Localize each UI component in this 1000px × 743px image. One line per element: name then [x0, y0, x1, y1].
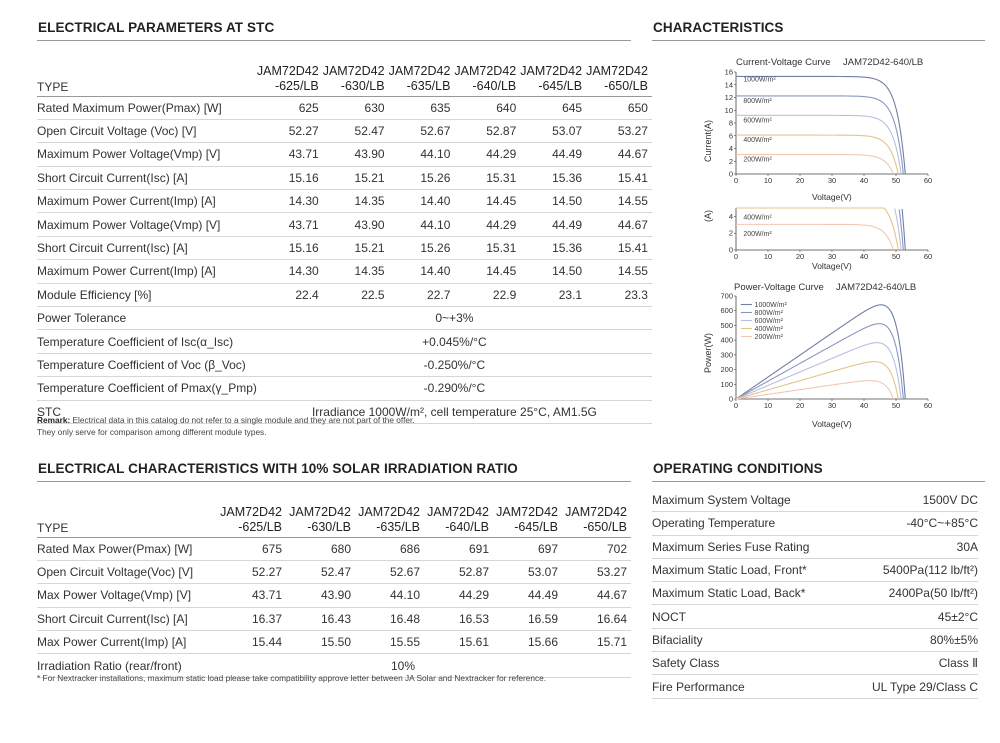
x-tick-label: 20 — [795, 176, 805, 185]
row-value: 15.31 — [454, 166, 520, 189]
model-suffix: -625/LB — [238, 519, 282, 534]
y-tick-label: 6 — [728, 131, 733, 141]
pv-legend-label: 200W/m² — [754, 334, 783, 341]
row-value: 44.10 — [389, 143, 455, 166]
pv-legend-label: 1000W/m² — [754, 302, 787, 309]
model-name: JAM72D42 — [586, 63, 648, 78]
pv-legend-label: 600W/m² — [754, 318, 783, 325]
row-value: 15.55 — [355, 631, 424, 654]
row-value: 14.35 — [323, 190, 389, 213]
operating-section-title: OPERATING CONDITIONS — [653, 461, 823, 476]
model-suffix: -650/LB — [583, 519, 627, 534]
x-tick-label: 40 — [859, 252, 869, 261]
condition-value: 1500V DC — [847, 489, 978, 512]
row-value: 44.49 — [493, 584, 562, 607]
x-tick-label: 10 — [763, 401, 773, 410]
x-tick-label: 50 — [891, 176, 901, 185]
condition-label: Safety Class — [652, 652, 847, 675]
pv-y-axis-label: Power(W) — [703, 333, 713, 373]
row-value: 15.26 — [389, 166, 455, 189]
x-tick-label: 30 — [827, 252, 837, 261]
y-tick-label: 8 — [728, 118, 733, 128]
iv2-y-axis-label: (A) — [703, 210, 713, 222]
model-name: JAM72D42 — [427, 504, 489, 519]
x-tick-label: 40 — [859, 401, 869, 410]
stc-remark-line2: They only serve for comparison among different module types. — [37, 426, 267, 437]
row-value: 44.29 — [454, 143, 520, 166]
row-value: 645 — [520, 96, 586, 119]
table-row — [37, 584, 631, 607]
row-value: 44.29 — [454, 213, 520, 236]
row-label: Short Circuit Current(Isc) [A] — [37, 166, 257, 189]
row-value: 15.21 — [323, 166, 389, 189]
condition-value: 2400Pa(50 lb/ft²) — [847, 582, 978, 605]
stc-title-rule — [37, 40, 631, 41]
pv-curve-chart — [700, 279, 940, 432]
row-value: 22.5 — [323, 283, 389, 306]
stc-remark-label: Remark: — [37, 415, 71, 425]
iv-series-label: 400W/m² — [743, 137, 772, 145]
iv-curve-low-irradiance-chart — [700, 204, 940, 274]
operating-title-rule — [652, 481, 985, 482]
row-value: 15.21 — [323, 236, 389, 259]
row-value: 16.64 — [562, 607, 631, 630]
row-value: 44.10 — [355, 584, 424, 607]
x-tick-label: 0 — [733, 176, 739, 185]
table-row — [37, 213, 652, 236]
x-tick-label: 60 — [923, 401, 933, 410]
characteristics-section-title: CHARACTERISTICS — [653, 20, 784, 35]
model-suffix: -645/LB — [514, 519, 558, 534]
condition-label: Bifaciality — [652, 628, 847, 651]
table-row — [652, 628, 978, 651]
row-value: 15.71 — [562, 631, 631, 654]
table-row — [37, 166, 652, 189]
row-value: 22.7 — [389, 283, 455, 306]
stc-model-header — [257, 56, 323, 96]
model-name: JAM72D42 — [289, 504, 351, 519]
row-value: 14.55 — [586, 190, 652, 213]
row-value: 14.50 — [520, 260, 586, 283]
row-label: Irradiation Ratio (rear/front) — [37, 654, 217, 677]
table-row — [37, 607, 631, 630]
row-value: 686 — [355, 537, 424, 560]
pv-chart-model: JAM72D42-640/LB — [836, 282, 917, 293]
iv-curve-chart — [700, 52, 940, 206]
iv-series-label: 600W/m² — [743, 117, 772, 125]
row-value: 23.1 — [520, 283, 586, 306]
y-tick-label: 700 — [720, 291, 733, 301]
model-name: JAM72D42 — [388, 63, 451, 78]
table-row — [37, 631, 631, 654]
table-row — [37, 119, 652, 142]
row-value: 43.71 — [217, 584, 286, 607]
x-tick-label: 10 — [763, 252, 773, 261]
x-tick-label: 30 — [827, 401, 837, 410]
row-label: Temperature Coefficient of Isc(α_Isc) — [37, 330, 257, 353]
stc-remark — [37, 415, 631, 438]
row-label: Max Power Current(Imp) [A] — [37, 631, 217, 654]
row-value: 14.40 — [389, 190, 455, 213]
model-suffix: -650/LB — [604, 78, 648, 93]
operating-conditions-table — [652, 489, 978, 699]
row-label: Maximum Power Current(Imp) [A] — [37, 260, 257, 283]
row-value: 52.87 — [424, 560, 493, 583]
row-value: 14.45 — [454, 260, 520, 283]
y-tick-label: 0 — [728, 394, 733, 404]
condition-value: 45±2°C — [847, 605, 978, 628]
x-tick-label: 40 — [859, 176, 869, 185]
iv2-x-axis-label: Voltage(V) — [812, 261, 852, 271]
row-value: 635 — [389, 96, 455, 119]
y-tick-label: 14 — [724, 80, 733, 90]
row-merged-value: +0.045%/°C — [257, 330, 652, 353]
row-value: 16.37 — [217, 607, 286, 630]
table-row — [652, 535, 978, 558]
model-name: JAM72D42 — [496, 504, 558, 519]
x-tick-label: 30 — [827, 176, 837, 185]
table-row — [37, 283, 652, 306]
row-value: 15.26 — [389, 236, 455, 259]
y-tick-label: 500 — [720, 320, 733, 330]
table-row — [37, 537, 631, 560]
table-row — [652, 558, 978, 581]
row-label: STC — [37, 400, 257, 423]
table-row — [37, 353, 652, 376]
row-label: Short Circuit Current(Isc) [A] — [37, 236, 257, 259]
model-name: JAM72D42 — [454, 63, 517, 78]
row-merged-value: 0~+3% — [257, 307, 652, 330]
row-value: 14.40 — [389, 260, 455, 283]
row-value: 52.47 — [323, 119, 389, 142]
row-value: 44.67 — [586, 213, 652, 236]
row-value: 43.90 — [323, 213, 389, 236]
condition-label: Maximum Static Load, Front* — [652, 558, 847, 581]
bifacial-model-header — [424, 497, 493, 537]
row-value: 53.27 — [562, 560, 631, 583]
row-value: 640 — [454, 96, 520, 119]
x-tick-label: 60 — [923, 252, 933, 261]
row-value: 675 — [217, 537, 286, 560]
table-row — [37, 96, 652, 119]
row-merged-value: Irradiance 1000W/m², cell temperature 25°C, AM1.5G — [257, 400, 652, 423]
table-row — [37, 330, 652, 353]
stc-model-header — [389, 56, 455, 96]
pv-series-line — [736, 343, 901, 399]
row-label: Max Power Voltage(Vmp) [V] — [37, 584, 217, 607]
table-row — [37, 560, 631, 583]
row-value: 14.45 — [454, 190, 520, 213]
row-value: 15.16 — [257, 236, 323, 259]
bifacial-section-title: ELECTRICAL CHARACTERISTICS WITH 10% SOLAR IRRADIATION RATIO — [38, 461, 518, 476]
bifacial-header-row — [37, 497, 631, 537]
bifacial-type-label: TYPE — [37, 497, 217, 537]
row-label: Short Circuit Current(Isc) [A] — [37, 607, 217, 630]
table-row — [37, 236, 652, 259]
x-tick-label: 0 — [733, 252, 739, 261]
row-label: Maximum Power Voltage(Vmp) [V] — [37, 213, 257, 236]
table-row — [37, 307, 652, 330]
iv-x-axis-label: Voltage(V) — [812, 192, 852, 202]
condition-label: Fire Performance — [652, 675, 847, 698]
table-row — [652, 605, 978, 628]
table-row — [652, 489, 978, 512]
table-row — [37, 190, 652, 213]
condition-value: Class Ⅱ — [847, 652, 978, 675]
row-value: 650 — [586, 96, 652, 119]
row-value: 15.61 — [424, 631, 493, 654]
bifacial-title-rule — [37, 481, 631, 482]
stc-model-header — [454, 56, 520, 96]
stc-model-header — [586, 56, 652, 96]
y-tick-label: 10 — [724, 105, 733, 115]
condition-label: Operating Temperature — [652, 512, 847, 535]
row-value: 15.31 — [454, 236, 520, 259]
iv2-series-label: 400W/m² — [743, 214, 772, 222]
table-row — [652, 512, 978, 535]
y-tick-label: 600 — [720, 306, 733, 316]
row-value: 630 — [323, 96, 389, 119]
row-value: 15.36 — [520, 236, 586, 259]
pv-x-axis-label: Voltage(V) — [812, 419, 852, 429]
row-value: 15.41 — [586, 166, 652, 189]
stc-type-label: TYPE — [37, 56, 257, 96]
table-row — [37, 143, 652, 166]
y-tick-label: 400 — [720, 335, 733, 345]
row-value: 14.35 — [323, 260, 389, 283]
y-tick-label: 4 — [728, 211, 733, 221]
bifacial-footnote: * For Nextracker installations, maximum static load please take compatibility approve letter between JA Solar and Nextracker for reference. — [37, 673, 547, 683]
row-value: 14.30 — [257, 260, 323, 283]
condition-label: Maximum System Voltage — [652, 489, 847, 512]
row-value: 22.9 — [454, 283, 520, 306]
row-value: 52.67 — [355, 560, 424, 583]
model-suffix: -640/LB — [472, 78, 517, 93]
row-label: Temperature Coefficient of Voc (β_Voc) — [37, 353, 257, 376]
condition-value: -40°C~+85°C — [847, 512, 978, 535]
row-value: 23.3 — [586, 283, 652, 306]
model-name: JAM72D42 — [565, 504, 627, 519]
y-tick-label: 300 — [720, 350, 733, 360]
x-tick-label: 10 — [763, 176, 773, 185]
row-value: 15.36 — [520, 166, 586, 189]
row-label: Maximum Power Current(Imp) [A] — [37, 190, 257, 213]
row-value: 53.27 — [586, 119, 652, 142]
row-label: Temperature Coefficient of Pmax(γ_Pmp) — [37, 377, 257, 400]
row-merged-value: 10% — [217, 654, 631, 677]
row-value: 44.49 — [520, 143, 586, 166]
model-suffix: -630/LB — [340, 78, 385, 93]
stc-header-row — [37, 56, 652, 96]
row-value: 22.4 — [257, 283, 323, 306]
row-value: 43.71 — [257, 143, 323, 166]
row-label: Rated Maximum Power(Pmax) [W] — [37, 96, 257, 119]
x-tick-label: 20 — [795, 252, 805, 261]
row-value: 702 — [562, 537, 631, 560]
row-value: 52.87 — [454, 119, 520, 142]
row-value: 53.07 — [493, 560, 562, 583]
table-row — [652, 582, 978, 605]
row-value: 15.41 — [586, 236, 652, 259]
row-value: 15.44 — [217, 631, 286, 654]
x-tick-label: 60 — [923, 176, 933, 185]
bifacial-model-header — [355, 497, 424, 537]
row-value: 53.07 — [520, 119, 586, 142]
y-tick-label: 100 — [720, 379, 733, 389]
model-name: JAM72D42 — [520, 63, 583, 78]
row-value: 691 — [424, 537, 493, 560]
row-value: 43.90 — [323, 143, 389, 166]
row-value: 44.29 — [424, 584, 493, 607]
row-merged-value: -0.250%/°C — [257, 353, 652, 376]
model-name: JAM72D42 — [358, 504, 420, 519]
x-tick-label: 0 — [733, 401, 739, 410]
iv-series-label: 1000W/m² — [743, 76, 776, 84]
row-label: Open Circuit Voltage(Voc) [V] — [37, 560, 217, 583]
bifacial-characteristics-table — [37, 497, 631, 678]
row-value: 44.10 — [389, 213, 455, 236]
model-name: JAM72D42 — [220, 504, 282, 519]
model-suffix: -635/LB — [376, 519, 420, 534]
row-value: 14.55 — [586, 260, 652, 283]
condition-value: 80%±5% — [847, 628, 978, 651]
row-value: 16.53 — [424, 607, 493, 630]
row-value: 52.67 — [389, 119, 455, 142]
row-label: Power Tolerance — [37, 307, 257, 330]
row-label: Open Circuit Voltage (Voc) [V] — [37, 119, 257, 142]
condition-label: Maximum Series Fuse Rating — [652, 535, 847, 558]
row-merged-value: -0.290%/°C — [257, 377, 652, 400]
iv2-series-label: 200W/m² — [743, 231, 772, 239]
row-value: 16.48 — [355, 607, 424, 630]
row-label: Rated Max Power(Pmax) [W] — [37, 537, 217, 560]
iv-y-axis-label: Current(A) — [703, 119, 713, 162]
stc-remark-line1: Electrical data in this catalog do not refer to a single module and they are not part of the offer. — [70, 415, 415, 425]
iv-series-label: 800W/m² — [743, 97, 772, 105]
pv-chart-title: Power-Voltage Curve — [734, 282, 824, 293]
iv-series-label: 200W/m² — [743, 156, 772, 164]
bifacial-model-header — [562, 497, 631, 537]
y-tick-label: 16 — [724, 67, 733, 77]
iv-chart-title: Current-Voltage Curve — [736, 57, 831, 68]
row-value: 625 — [257, 96, 323, 119]
table-row — [652, 675, 978, 698]
condition-label: NOCT — [652, 605, 847, 628]
pv-legend-label: 400W/m² — [754, 326, 783, 333]
row-value: 15.66 — [493, 631, 562, 654]
model-suffix: -630/LB — [307, 519, 351, 534]
table-row — [37, 377, 652, 400]
row-value: 43.90 — [286, 584, 355, 607]
stc-model-header — [520, 56, 586, 96]
row-value: 43.71 — [257, 213, 323, 236]
row-value: 16.43 — [286, 607, 355, 630]
row-value: 52.27 — [257, 119, 323, 142]
pv-legend-label: 800W/m² — [754, 310, 783, 317]
table-row — [652, 652, 978, 675]
condition-value: 30A — [847, 535, 978, 558]
condition-value: UL Type 29/Class C — [847, 675, 978, 698]
stc-section-title: ELECTRICAL PARAMETERS AT STC — [38, 20, 275, 35]
model-suffix: -640/LB — [445, 519, 489, 534]
x-tick-label: 20 — [795, 401, 805, 410]
bifacial-model-header — [217, 497, 286, 537]
row-value: 52.27 — [217, 560, 286, 583]
y-tick-label: 4 — [728, 144, 733, 153]
row-value: 680 — [286, 537, 355, 560]
row-value: 15.16 — [257, 166, 323, 189]
row-value: 697 — [493, 537, 562, 560]
stc-parameters-table — [37, 56, 652, 424]
stc-model-header — [323, 56, 389, 96]
x-tick-label: 50 — [891, 401, 901, 410]
row-label: Maximum Power Voltage(Vmp) [V] — [37, 143, 257, 166]
y-tick-label: 12 — [724, 93, 733, 102]
bifacial-model-header — [286, 497, 355, 537]
row-value: 15.50 — [286, 631, 355, 654]
row-value: 44.49 — [520, 213, 586, 236]
row-value: 44.67 — [562, 584, 631, 607]
y-tick-label: 2 — [728, 228, 733, 238]
row-label: Module Efficiency [%] — [37, 283, 257, 306]
x-tick-label: 50 — [891, 252, 901, 261]
row-value: 14.50 — [520, 190, 586, 213]
y-tick-label: 0 — [728, 245, 733, 255]
y-tick-label: 200 — [720, 365, 733, 375]
iv-chart-model: JAM72D42-640/LB — [843, 57, 924, 68]
model-suffix: -635/LB — [406, 78, 451, 93]
characteristics-title-rule — [652, 40, 985, 41]
condition-label: Maximum Static Load, Back* — [652, 582, 847, 605]
model-name: JAM72D42 — [256, 63, 319, 78]
row-value: 44.67 — [586, 143, 652, 166]
row-value: 14.30 — [257, 190, 323, 213]
row-value: 16.59 — [493, 607, 562, 630]
table-row — [37, 260, 652, 283]
model-name: JAM72D42 — [322, 63, 385, 78]
model-suffix: -625/LB — [274, 78, 319, 93]
bifacial-model-header — [493, 497, 562, 537]
condition-value: 5400Pa(112 lb/ft²) — [847, 558, 978, 581]
row-value: 52.47 — [286, 560, 355, 583]
y-tick-label: 0 — [728, 169, 733, 179]
model-suffix: -645/LB — [538, 78, 583, 93]
y-tick-label: 2 — [728, 156, 733, 166]
